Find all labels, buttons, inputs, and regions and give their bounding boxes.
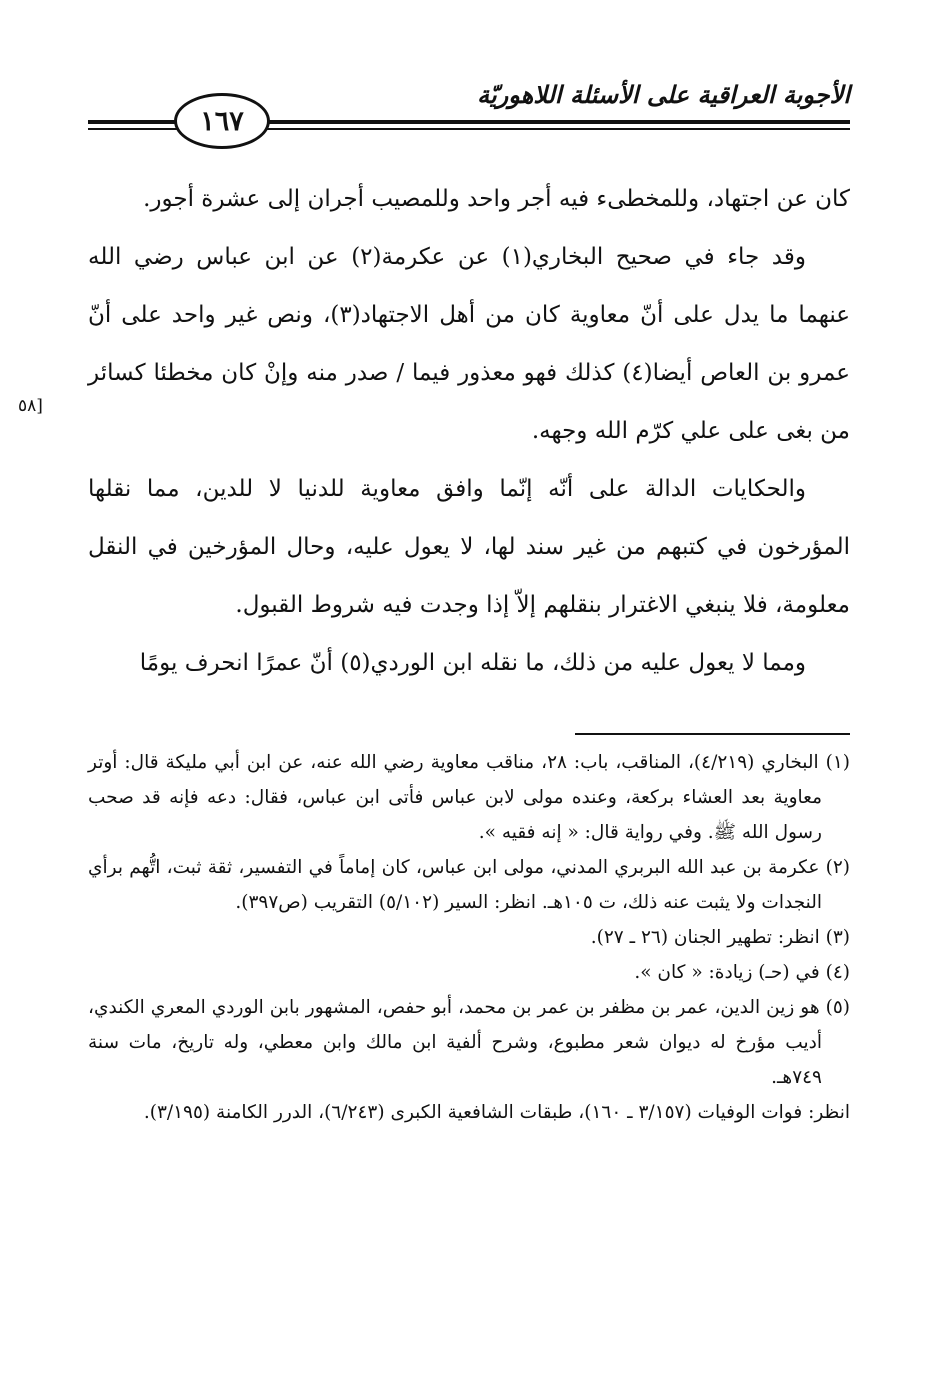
page-number: ١٦٧: [174, 93, 270, 149]
footnotes: [88, 745, 850, 1130]
footnote-5: (٥) هو زين الدين، عمر بن مظفر بن عمر بن محمد، أبو حفص، المشهور بابن الوردي المعري الكندي، أديب مؤرخ له ديوان شعر مطبوع، وشرح ألفية ابن مالك وابن معطي، وله تاريخ، مات سنة ٧٤٩هـ.: [88, 997, 850, 1088]
footnote-4: (٤) في (حـ) زيادة: « كان ».: [634, 962, 850, 983]
footnote-5-references: انظر: فوات الوفيات (٣/١٥٧ ـ ١٦٠)، طبقات الشافعية الكبرى (٦/٢٤٣)، الدرر الكامنة (٣/١٩٥).: [143, 1102, 850, 1123]
running-title: الأجوبة العراقية على الأسئلة اللاهوريّة: [477, 80, 850, 109]
paragraph-3: والحكايات الدالة على أنّه إنّما وافق معاوية للدنيا لا للدين، مما نقلها المؤرخون في كتبهم من غير سند لها، لا يعول عليه، وحال المؤرخين في النقل معلومة، فلا ينبغي الاغترار بنقلهم إلاّ إذا وجدت فيه شروط القبول.: [88, 476, 850, 618]
footnote-1: (١) البخاري (٤/٢١٩)، المناقب، باب: ٢٨، مناقب معاوية رضي الله عنه، عن ابن أبي مليكة قال: أوتر معاوية بعد العشاء بركعة، وعنده مولى لابن عباس فأتى ابن عباس، فقال: دعه فإنه قد صحب رسول الله ﷺ. وفي رواية قال: « إنه فقيه ».: [88, 752, 851, 843]
page-header: [88, 80, 850, 150]
paragraph-2: وقد جاء في صحيح البخاري(١) عن عكرمة(٢) عن ابن عباس رضي الله عنهما ما يدل على أنّ معاوية كان من أهل الاجتهاد(٣)، ونص غير واحد على أنّ عمرو بن العاص أيضا(٤) كذلك فهو معذور فيما / صدر منه وإنْ كان مخطئا كسائر من بغى على علي كرّم الله وجهه.: [88, 244, 850, 444]
paragraph-1: كان عن اجتهاد، وللمخطىء فيه أجر واحد وللمصيب أجران إلى عشرة أجور.: [143, 186, 850, 212]
paragraph-4: ومما لا يعول عليه من ذلك، ما نقله ابن الوردي(٥) أنّ عمرًا انحرف يومًا: [139, 650, 806, 676]
footnote-separator: [575, 733, 850, 735]
margin-page-reference: [٥٨: [18, 396, 43, 416]
footnote-2: (٢) عكرمة بن عبد الله البربري المدني، مولى ابن عباس، كان إماماً في التفسير، ثقة ثبت، اتُّهم برأي النجدات ولا يثبت عنه ذلك، ت ١٠٥هـ. انظر: السير (٥/١٠٢) التقريب (ص٣٩٧).: [88, 857, 850, 913]
main-text: [88, 170, 850, 692]
footnote-3: (٣) انظر: تطهير الجنان (٢٦ ـ ٢٧).: [590, 927, 850, 948]
